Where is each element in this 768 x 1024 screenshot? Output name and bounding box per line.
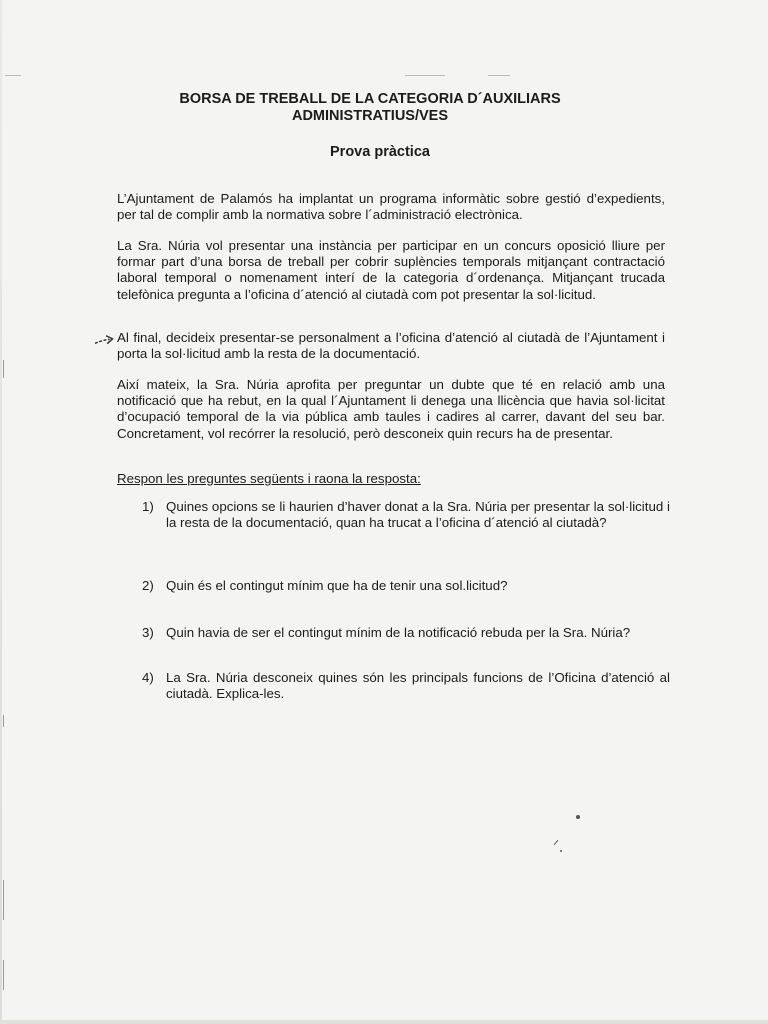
question-number: 4) xyxy=(142,670,154,685)
scan-mark xyxy=(488,75,510,76)
paragraph-notification: Així mateix, la Sra. Núria aprofita per preguntar un dubte que té en relació amb una notificació que ha rebut, en la qual l´Ajuntament li denega una llicència que havia sol·licitat d’ocupació temporal de la via pública amb taules i cadires al carrer, davant del seu bar. Concretament, vol recórrer la resolució, però desconeix quin recurs ha de presentar. xyxy=(117,377,665,441)
ink-speck xyxy=(576,815,580,819)
question-number: 3) xyxy=(142,625,154,640)
scan-mark xyxy=(3,715,4,727)
handwritten-arrow-icon xyxy=(93,332,117,354)
scan-mark xyxy=(3,360,4,378)
question-number: 1) xyxy=(142,499,154,514)
scan-mark xyxy=(405,75,445,76)
scan-mark xyxy=(5,75,21,76)
page-left-edge xyxy=(0,0,2,1024)
paragraph-decision: Al final, decideix presentar-se personalment a l’oficina d’atenció al ciutadà de l’Ajuntament i porta la sol·licitud amb la resta de la documentació. xyxy=(117,330,665,362)
questions-instruction: Respon les preguntes següents i raona la resposta: xyxy=(117,471,421,486)
question-text: Quin havia de ser el contingut mínim de la notificació rebuda per la Sra. Núria? xyxy=(166,625,631,640)
paragraph-case: La Sra. Núria vol presentar una instància per participar en un concurs oposició lliure per formar part d’una borsa de treball per cobrir suplències temporals mitjançant contractació laboral temporal o nomenament interí de la categoria d´ordenança. Mitjançant trucada telefònica pregunta a l’oficina d´atenció al ciutadà com pot presentar la sol·licitud. xyxy=(117,238,665,302)
question-text: La Sra. Núria desconeix quines són les principals funcions de l’Oficina d’atenció al ciutadà. Explica-les. xyxy=(166,670,670,702)
document-subtitle: Prova pràctica xyxy=(330,144,430,160)
ink-speck xyxy=(560,850,562,852)
question-text: Quin és el contingut mínim que ha de tenir una sol.licitud? xyxy=(166,578,508,593)
question-item xyxy=(142,499,670,531)
paragraph-intro: L’Ajuntament de Palamós ha implantat un programa informàtic sobre gestió d’expedients, per tal de complir amb la normativa sobre l´administració electrònica. xyxy=(117,191,665,223)
question-item xyxy=(142,578,670,594)
document-title-line1: BORSA DE TREBALL DE LA CATEGORIA D´AUXILIARS xyxy=(179,91,561,107)
ink-speck xyxy=(554,840,559,845)
document-title-line2: ADMINISTRATIUS/VES xyxy=(291,108,449,124)
scan-mark xyxy=(3,960,4,990)
question-number: 2) xyxy=(142,578,154,593)
scan-mark xyxy=(3,880,4,920)
question-item xyxy=(142,670,670,702)
question-item xyxy=(142,625,670,641)
question-text: Quines opcions se li haurien d’haver donat a la Sra. Núria per presentar la sol·licitud i la resta de la documentació, quan ha trucat a l’oficina d´atenció al ciutadà? xyxy=(166,499,670,531)
page-bottom-edge xyxy=(0,1020,768,1024)
